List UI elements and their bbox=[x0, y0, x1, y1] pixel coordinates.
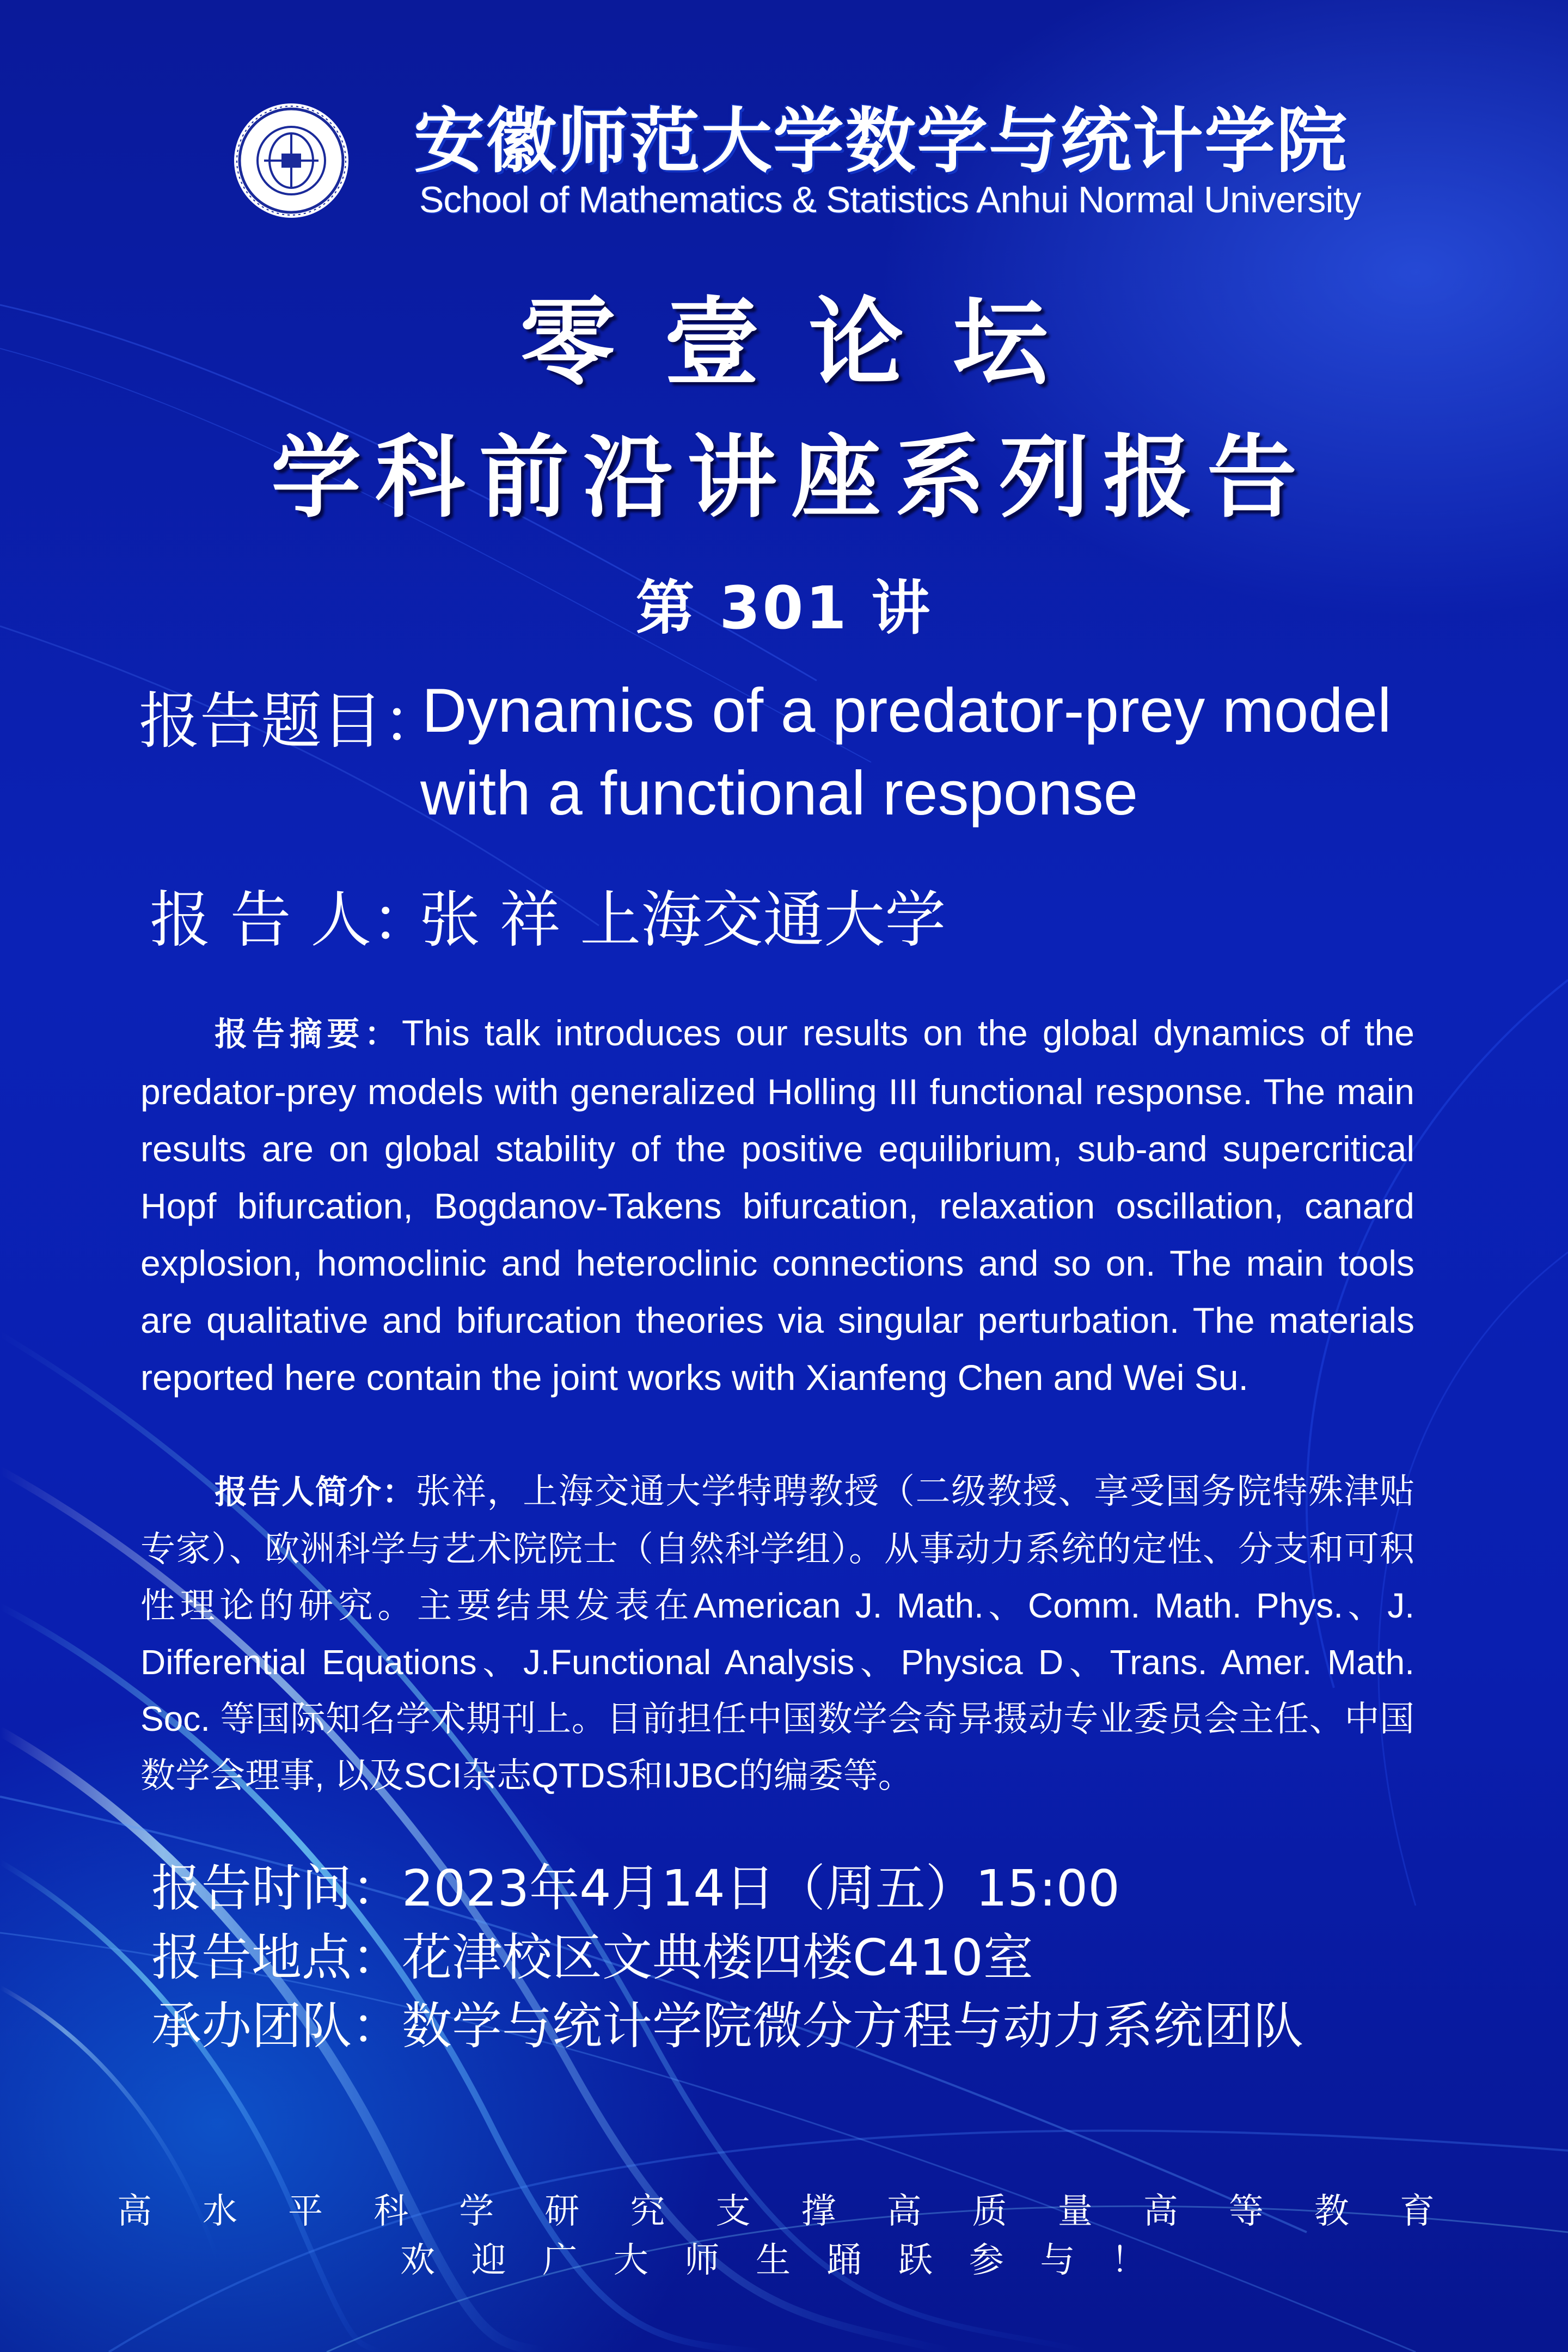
talk-title-line1: Dynamics of a predator-prey model bbox=[422, 676, 1392, 745]
slogan-char: 高 bbox=[117, 2191, 152, 2232]
slogan-char: 与 bbox=[1040, 2240, 1075, 2281]
institution-name-cn: 安徽师范大学数学与统计学院 bbox=[414, 100, 1349, 182]
series-title: 学科前沿讲座系列报告 bbox=[271, 424, 1311, 530]
slogan-char: 广 bbox=[542, 2240, 578, 2281]
slogan-char: 高 bbox=[1143, 2191, 1178, 2232]
slogan-char: 教 bbox=[1314, 2191, 1349, 2232]
slogan-char: 大 bbox=[613, 2240, 648, 2281]
slogan-line2 bbox=[400, 2232, 1146, 2282]
slogan-char: 迎 bbox=[471, 2240, 506, 2281]
slogan-char: 平 bbox=[288, 2191, 323, 2232]
speaker-bio-paragraph bbox=[140, 1463, 1414, 1804]
bio-text: 张祥，上海交通大学特聘教授（二级教授、享受国务院特殊津贴专家）、欧洲科学与艺术院院士（自然科学组）。从事动力系统的定性、分支和可积性理论的研究。主要结果发表在American J. Math.、Comm. Math. Phys.、J. Differential Equations、J.Functional Analysis、Physica D、Trans. Amer. Math. Soc. 等国际知名学术期刊上。目前担任中国数学会奇异摄动专业委员会主任、中国数学会理事, 以及SCI杂志QTDS和IJBC的编委等。 bbox=[140, 1472, 1415, 1795]
slogan-char: 科 bbox=[373, 2191, 409, 2232]
slogan-line1 bbox=[117, 2183, 1435, 2233]
speaker-label: 报 告 人： bbox=[150, 885, 433, 955]
slogan-char: 跃 bbox=[898, 2240, 933, 2281]
talk-place: 报告地点：花津校区文典楼四楼C410室 bbox=[151, 1928, 1033, 1987]
university-seal-icon bbox=[231, 82, 351, 240]
abstract-paragraph bbox=[140, 1004, 1414, 1406]
slogan-char: 支 bbox=[715, 2191, 751, 2232]
slogan-char: 量 bbox=[1057, 2191, 1093, 2232]
slogan-char: 育 bbox=[1399, 2191, 1435, 2232]
slogan-char: 质 bbox=[972, 2191, 1007, 2232]
lecture-number: 第 301 讲 bbox=[635, 574, 933, 642]
abstract-label: 报告摘要： bbox=[215, 1015, 402, 1054]
slogan-char: 踊 bbox=[826, 2240, 862, 2281]
slogan-char: 师 bbox=[684, 2240, 720, 2281]
forum-name: 零壹论坛 bbox=[520, 287, 1097, 399]
slogan-char: ！ bbox=[1111, 2240, 1146, 2281]
slogan-char: 学 bbox=[459, 2191, 494, 2232]
slogan-char: 生 bbox=[755, 2240, 791, 2281]
host-team: 承办团队：数学与统计学院微分方程与动力系统团队 bbox=[151, 1997, 1304, 2055]
institution-name-en: School of Mathematics & Statistics Anhui Normal University bbox=[419, 179, 1361, 220]
slogan-char: 研 bbox=[544, 2191, 580, 2232]
talk-time: 报告时间：2023年4月14日（周五）15:00 bbox=[151, 1859, 1120, 1918]
slogan-char: 等 bbox=[1228, 2191, 1264, 2232]
abstract-text: This talk introduces our results on the global dynamics of the predator-prey models with generalized Holling III functional response. The main results are on global stability of the positive equilibrium, sub-and supercritical Hopf bifurcation, Bogdanov-Takens bifurcation, relaxation oscillation, canard explosion, homoclinic and heteroclinic connections and so on. The main tools are qualitative and bifurcation theories via singular perturbation. The materials reported here contain the joint works with Xianfeng Chen and Wei Su. bbox=[140, 1013, 1414, 1398]
slogan-char: 参 bbox=[969, 2240, 1004, 2281]
slogan-char: 高 bbox=[886, 2191, 922, 2232]
talk-title-label: 报告题目： bbox=[139, 686, 444, 757]
speaker-value: 张 祥 上海交通大学 bbox=[419, 885, 946, 955]
slogan-char: 撑 bbox=[801, 2191, 836, 2232]
slogan-char: 欢 bbox=[400, 2240, 435, 2281]
talk-title-line2: with a functional response bbox=[420, 759, 1138, 828]
slogan-char: 水 bbox=[203, 2191, 238, 2232]
slogan-char: 究 bbox=[630, 2191, 665, 2232]
bio-label: 报告人简介： bbox=[215, 1473, 416, 1511]
